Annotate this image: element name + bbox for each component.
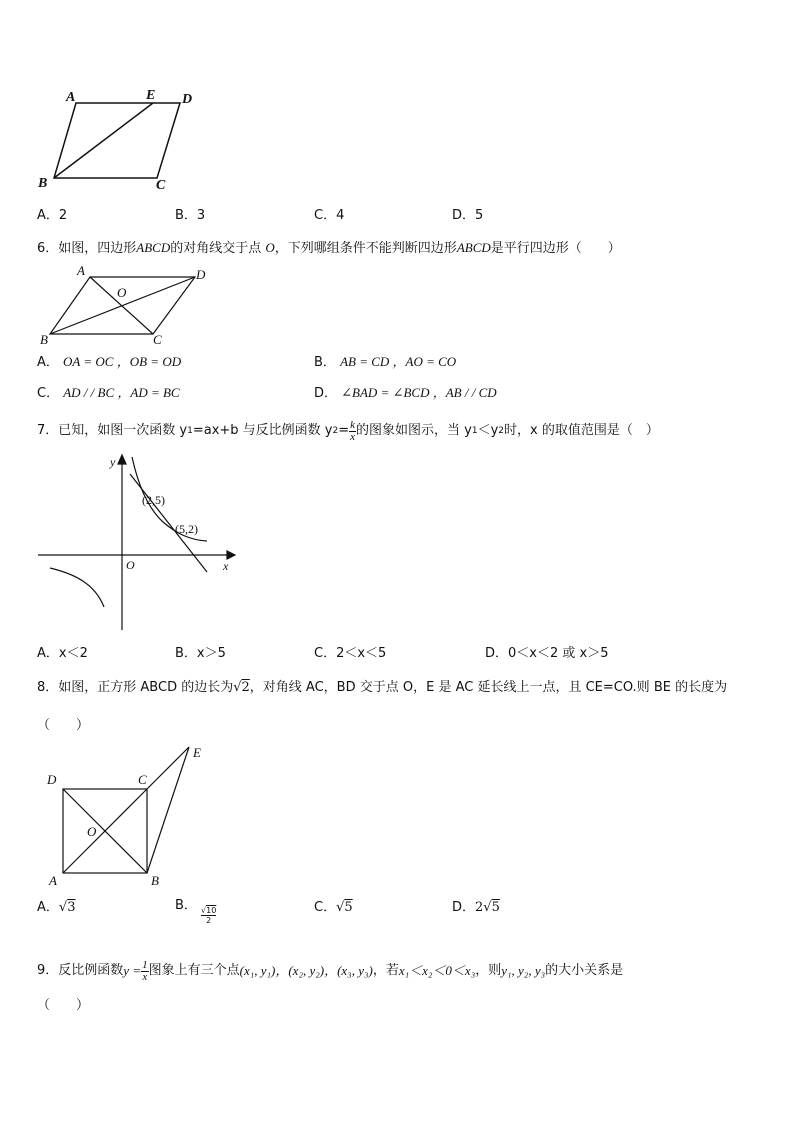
q7-fraction: $\frac{k}{x}$: [350, 418, 356, 443]
q8-label-c: C: [138, 772, 147, 787]
q8-option-b: B． √10 2: [175, 898, 217, 925]
q5-parallelogram: [54, 103, 180, 178]
q8-label-d: D: [47, 772, 57, 787]
q8-segment-ce: [147, 747, 189, 789]
q7-option-a: A．x＜2: [37, 646, 88, 661]
q5-label-d: D: [182, 92, 193, 107]
q8-option-a: A．√3: [37, 900, 76, 915]
q5-option-a: A．2: [37, 208, 68, 223]
q7-hyperbola-branch-2: [50, 568, 104, 607]
q7-point-2-5: (2,5): [142, 493, 165, 507]
q6-option-b: B． AB = CD ，AO = CO: [314, 354, 457, 370]
q5-segment-be: [54, 103, 153, 178]
q8-option-d: D．2√5: [452, 900, 500, 915]
q8-option-b-fraction: √10 2: [201, 906, 217, 925]
q8-label-o: O: [87, 824, 97, 839]
q5-option-b: B．3: [175, 208, 206, 223]
q7-x-arrow: [227, 551, 235, 559]
q8-label-e: E: [193, 745, 201, 760]
q7-stem: 7． 已知，如图一次函数 y 1 =ax+b 与反比例函数 y 2 = $\frac{k}{x}$ 的图象如图示，当 y 1 ＜y 2 时，x 的取值范围是（ ）: [37, 418, 659, 443]
q9-stem-bracket: （ ）: [37, 998, 90, 1013]
q7-option-d: D．0＜x＜2 或 x＞5: [485, 646, 609, 661]
q7-point-5-2: (5,2): [175, 522, 198, 536]
q5-option-c: C．4: [314, 208, 345, 223]
q7-option-c: C．2＜x＜5: [314, 646, 387, 661]
q8-figure: [35, 740, 220, 890]
q6-label-o: O: [117, 285, 127, 300]
q8-label-a: A: [49, 873, 57, 888]
q6-stem: 6．如图，四边形ABCD的对角线交于点 O，下列哪组条件不能判断四边形ABCD是平行四边形（ ）: [37, 240, 621, 256]
q7-label-x: x: [223, 559, 229, 573]
q5-option-d: D．5: [452, 208, 484, 223]
q8-stem: 8．如图，正方形 ABCD 的边长为√2，对角线 AC，BD 交于点 O，E 是 AC 延长线上一点，且 CE=CO.则 BE 的长度为: [37, 680, 728, 695]
q8-sqrt: √2: [233, 680, 250, 695]
q7-graph: [35, 452, 245, 634]
q7-option-b: B．x＞5: [175, 646, 226, 661]
q7-label-o: O: [126, 558, 135, 572]
q9-stem: 9． 反比例函数 y = $\frac{1}{x}$ 图象上有三个点 (x₁, y₁)，(x₂, y₂)，(x₃, y₃) ，若 x₁＜x₂＜0＜x₃ ，则 y₁, y₂, y₃ 的大小关系是: [37, 958, 624, 983]
q5-label-b: B: [38, 176, 48, 191]
q9-fraction: $\frac{1}{x}$: [142, 958, 148, 983]
q6-label-a: A: [77, 263, 85, 278]
q6-label-c: C: [153, 332, 162, 347]
q8-segment-be: [147, 747, 189, 873]
q6-option-a: A． OA = OC ，OB = OD: [37, 354, 182, 370]
q6-figure: [35, 262, 215, 347]
q6-label-d: D: [196, 267, 206, 282]
q6-label-b: B: [40, 332, 48, 347]
q8-label-b: B: [151, 873, 159, 888]
q5-label-c: C: [156, 178, 166, 193]
q5-label-e: E: [146, 88, 156, 103]
q5-label-a: A: [66, 90, 76, 105]
q7-y-arrow: [118, 455, 126, 464]
q8-stem-bracket: （ ）: [37, 718, 90, 733]
q8-option-c: C．√5: [314, 900, 353, 915]
q6-option-c: C． AD / / BC ，AD = BC: [37, 385, 180, 401]
q5-figure: [30, 85, 210, 195]
q6-option-d: D． ∠BAD = ∠BCD ，AB / / CD: [314, 385, 497, 401]
q7-label-y: y: [110, 455, 116, 469]
